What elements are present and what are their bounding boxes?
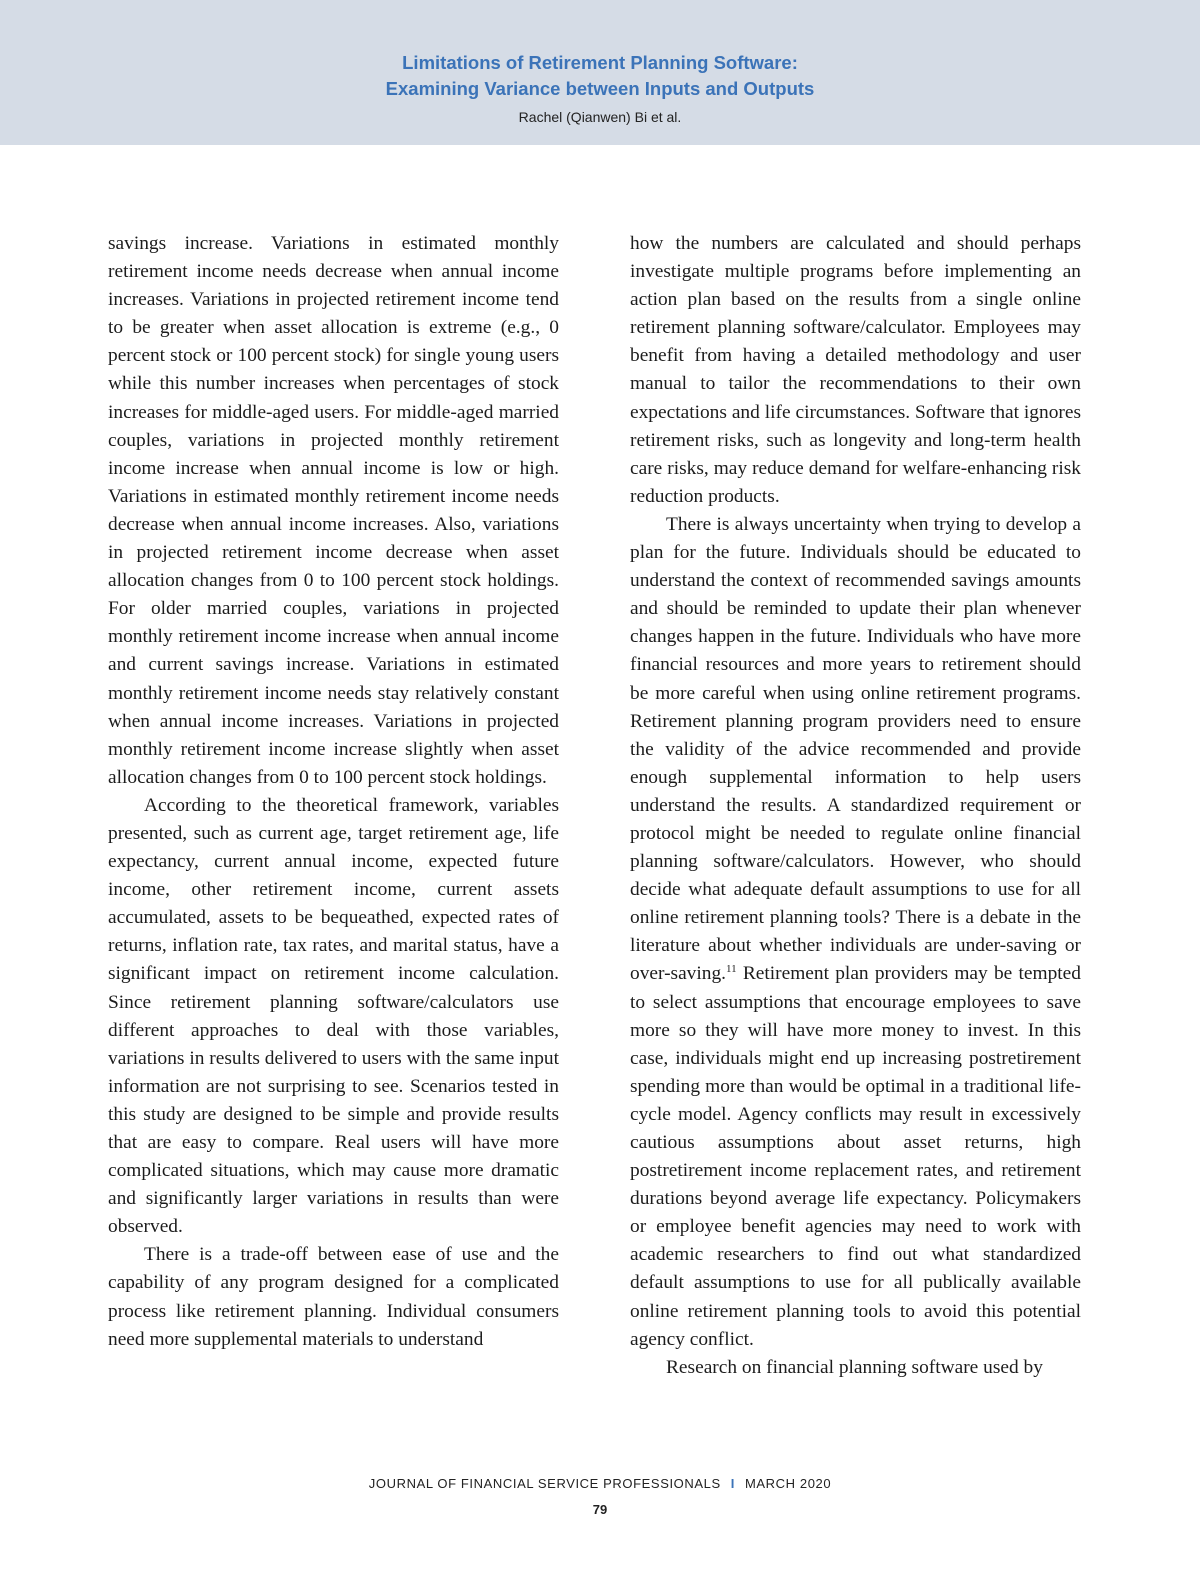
footer-separator: I <box>730 1476 735 1491</box>
body-paragraph <box>630 511 1081 1354</box>
paragraph-text: Retirement plan providers may be tempted to select assumptions that encourage employees to save more so they will have more money to invest. In this case, individuals might end up increasing postretirement spending more than would be optimal in a traditional life-cycle model. Agency conflicts may result in excessively cautious assumptions about asset returns, high postretirement income replacement rates, and retirement durations beyond average life expectancy. Policymakers or employee benefit agencies may need to work with academic researchers to find out what standardized default assumptions to use for all publically available online retirement planning tools to avoid this potential agency conflict. <box>630 963 1081 1350</box>
body-paragraph: Research on financial planning software used by <box>666 1356 1043 1378</box>
article-title-line-1: Limitations of Retirement Planning Software: <box>402 52 798 73</box>
body-paragraph: According to the theoretical framework, variables presented, such as current age, target retirement age, life expectancy, current annual income, expected future income, other retirement income, current assets accumulated, assets to be bequeathed, expected rates of returns, inflation rate, tax rates, and marital status, have a significant impact on retirement income calculation. Since retirement planning software/calculators use different approaches to deal with those variables, variations in results delivered to users with the same input information are not surprising to see. Scenarios tested in this study are designed to be simple and provide results that are easy to compare. Real users will have more complicated situations, which may cause more dramatic and significantly larger variations in results than were observed. <box>108 794 559 1238</box>
paragraph-text: There is always uncertainty when trying to develop a plan for the future. Individuals should be educated to understand the context of recommended savings amounts and should be reminded to update their plan whenever changes happen in the future. Individuals who have more financial resources and more years to retirement should be more careful when using online retirement programs. Retirement planning program providers need to ensure the validity of the advice recommended and provide enough supplemental information to help users understand the results. A standardized requirement or protocol might be needed to regulate online financial planning software/calculators. However, who should decide what adequate default assumptions to use for all online retirement planning tools? There is a debate in the literature about whether individuals are under-saving or over-saving. <box>630 513 1081 985</box>
right-column <box>630 230 1081 1382</box>
left-column <box>108 230 559 1354</box>
issue-date: MARCH 2020 <box>744 1476 832 1491</box>
journal-name: JOURNAL OF FINANCIAL SERVICE PROFESSIONALS <box>368 1476 721 1491</box>
body-paragraph: how the numbers are calculated and should perhaps investigate multiple programs before implementing an action plan based on the results from a single online retirement planning software/calculator. Employees may benefit from having a detailed methodology and user manual to tailor the recommendations to their own expectations and life circumstances. Software that ignores retirement risks, such as longevity and long-term health care risks, may reduce demand for welfare-enhancing risk reduction products. <box>630 233 1081 507</box>
running-footer <box>0 1474 1200 1494</box>
article-author: Rachel (Qianwen) Bi et al. <box>518 109 682 125</box>
running-header <box>0 0 1200 145</box>
body-paragraph: There is a trade-off between ease of use and the capability of any program designed for a complicated process like retirement planning. Individual consumers need more supplemental materials to understand <box>108 1244 559 1350</box>
page-number: 79 <box>592 1502 608 1517</box>
article-title-line-2: Examining Variance between Inputs and Outputs <box>385 78 815 99</box>
footnote-reference[interactable]: 11 <box>726 963 737 976</box>
body-paragraph: savings increase. Variations in estimated monthly retirement income needs decrease when annual income increases. Variations in projected retirement income tend to be greater when asset allocation is extreme (e.g., 0 percent stock or 100 percent stock) for single young users while this number increases when percentages of stock increases for middle-aged users. For middle-aged married couples, variations in projected monthly retirement income increase when annual income is low or high. Variations in estimated monthly retirement income needs decrease when annual income increases. Also, variations in projected retirement income decrease when asset allocation changes from 0 to 100 percent stock holdings. For older married couples, variations in projected monthly retirement income increase when annual income and current savings increase. Variations in estimated monthly retirement income needs stay relatively constant when annual income increases. Variations in projected monthly retirement income increase slightly when asset allocation changes from 0 to 100 percent stock holdings. <box>108 233 559 788</box>
